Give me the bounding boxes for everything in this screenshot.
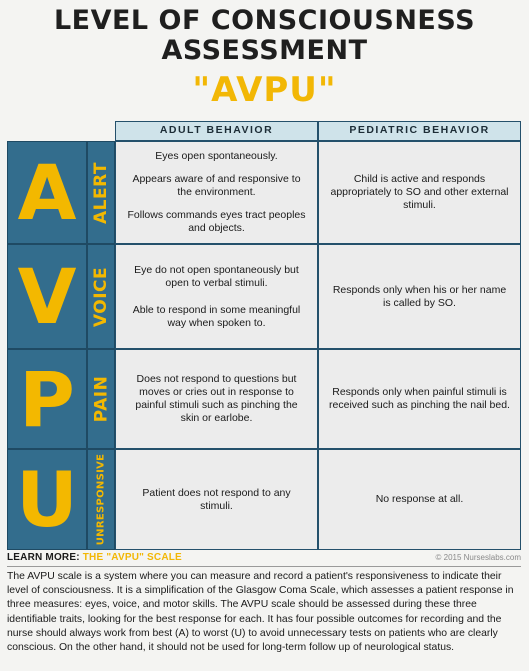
word-cell-alert (87, 141, 115, 244)
word-cell-voice (87, 244, 115, 349)
ped-alert-text-1: Child is active and responds appropriately to SO and other external stimuli. (330, 173, 509, 211)
word-unresponsive: UNRESPONSIVE (95, 453, 107, 546)
subtitle: "AVPU" (192, 70, 337, 110)
pediatric-behavior-pain (318, 349, 521, 449)
description-paragraph: The AVPU scale is a system where you can measure and record a patient's responsiveness to indicate their level of consciousness. It is a simplification of the Glasgow Coma Scale, which assesses a patient response in three measures: eyes, voice, and motor skills. The AVPU scale should be assessed during these three identifiable traits, looking for the best response for each. It has four possible outcomes for recording and the nurse should always work from best (A) to worst (U) to avoid unnecessary tests on patients who are clearly conscious. On the other hand, it should not be used for long-term follow up of neurological status. (7, 571, 514, 654)
adult-alert-text-1: Eyes open spontaneously. (155, 150, 278, 162)
word-voice: VOICE (91, 266, 112, 327)
adult-unresponsive-text-1: Patient does not respond to any stimuli. (142, 486, 291, 512)
adult-alert-text-2: Appears aware of and responsive to the environment. (132, 173, 301, 198)
ped-unresponsive-text-1: No response at all. (375, 493, 464, 505)
letter-u: U (7, 449, 87, 550)
table-row-pain (7, 349, 521, 449)
word-cell-pain (87, 349, 115, 449)
adult-behavior-unresponsive (115, 449, 318, 550)
title-line-1: LEVEL OF CONSCIOUSNESS (53, 5, 476, 36)
word-alert: ALERT (91, 161, 111, 224)
avpu-table (7, 121, 521, 546)
learn-more (7, 552, 182, 563)
table-row-alert (7, 141, 521, 244)
word-pain: PAIN (91, 375, 112, 423)
credit-text: © 2015 Nurseslabs.com (435, 553, 521, 562)
adult-pain-text-1: Does not respond to questions but moves or cries out in response to painful stimuli such as pinching the skin or earlobe. (135, 373, 298, 424)
adult-behavior-voice (115, 244, 318, 349)
adult-behavior-alert (115, 141, 318, 244)
learn-more-label: LEARN MORE: (7, 552, 80, 563)
header-pediatric-behavior: PEDIATRIC BEHAVIOR (318, 121, 521, 141)
divider (7, 566, 521, 567)
pediatric-behavior-voice (318, 244, 521, 349)
word-cell-unresponsive (87, 449, 115, 550)
letter-v: V (7, 244, 87, 349)
learn-more-link[interactable]: THE "AVPU" SCALE (82, 552, 182, 563)
letter-p: P (7, 349, 87, 449)
table-header-row (7, 121, 521, 141)
table-row-unresponsive (7, 449, 521, 550)
adult-voice-text-2: Able to respond in some meaningful way when spoken to. (132, 303, 301, 329)
adult-alert-text-3: Follows commands eyes tract peoples and objects. (127, 209, 306, 234)
pediatric-behavior-alert (318, 141, 521, 244)
table-row-voice (7, 244, 521, 349)
ped-voice-text-1: Responds only when his or her name is called by SO. (332, 283, 507, 309)
letter-a: A (7, 141, 87, 244)
header-adult-behavior: ADULT BEHAVIOR (115, 121, 318, 141)
adult-behavior-pain (115, 349, 318, 449)
title-line-2: ASSESSMENT (161, 35, 368, 66)
pediatric-behavior-unresponsive (318, 449, 521, 550)
page-title (0, 6, 529, 66)
adult-voice-text-1: Eye do not open spontaneously but open to verbal stimuli. (134, 263, 299, 289)
ped-pain-text-1: Responds only when painful stimuli is received such as pinching the nail bed. (329, 386, 510, 411)
